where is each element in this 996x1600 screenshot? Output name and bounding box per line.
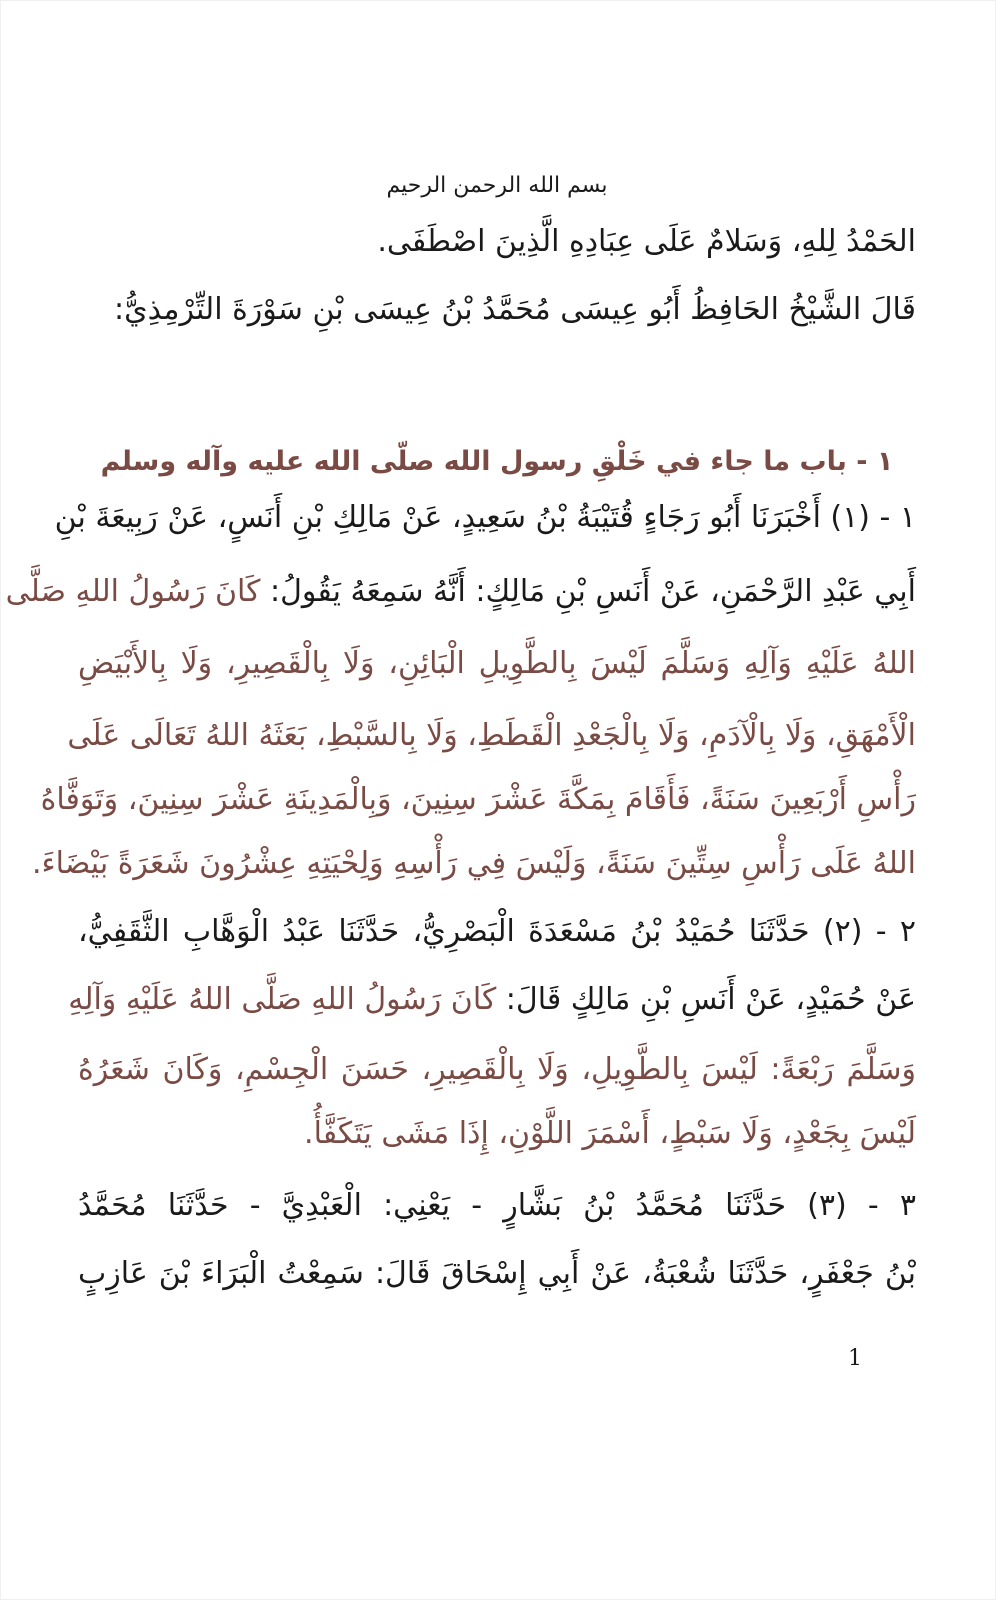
hadith-3-line-2: بْنُ جَعْفَرٍ، حَدَّثَنَا شُعْبَةُ، عَنْ أَبِي إِسْحَاقَ قَالَ: سَمِعْتُ الْبَرَاءَ بْنَ عَازِبٍ	[78, 1256, 916, 1291]
hadith-1-matn-start: كَانَ رَسُولُ اللهِ صَلَّى	[5, 574, 261, 609]
hadith-1-line-5: رَأْسِ أَرْبَعِينَ سَنَةً، فَأَقَامَ بِمَكَّةَ عَشْرَ سِنِينَ، وَبِالْمَدِينَةِ عَشْرَ سِنِينَ، وَتَوَفَّاهُ	[40, 782, 916, 817]
hadith-1-line-6: اللهُ عَلَى رَأْسِ سِتِّينَ سَنَةً، وَلَيْسَ فِي رَأْسِهِ وَلِحْيَتِهِ عِشْرُونَ شَعَرَةً بَيْضَاءَ.	[31, 846, 916, 881]
hadith-1-chain: أَبِي عَبْدِ الرَّحْمَنِ، عَنْ أَنَسِ بْنِ مَالِكٍ: أَنَّهُ سَمِعَهُ يَقُولُ:	[260, 574, 916, 609]
basmala: بسم الله الرحمن الرحيم	[386, 173, 608, 198]
chapter-heading: ١ - باب ما جاء في خَلْقِ رسول الله صلّى الله عليه وآله وسلم	[100, 446, 894, 477]
hadith-1-line-2	[5, 568, 916, 616]
hadith-2-matn-start: كَانَ رَسُولُ اللهِ صَلَّى اللهُ عَلَيْهِ وَآلِهِ	[68, 982, 497, 1017]
page-number: 1	[848, 1346, 862, 1371]
hadith-2-line-1: ٢ - (٢) حَدَّثَنَا حُمَيْدُ بْنُ مَسْعَدَةَ الْبَصْرِيُّ، حَدَّثَنَا عَبْدُ الْوَهَّابِ الثَّقَفِيُّ،	[78, 914, 916, 949]
hadith-3-line-1: ٣ - (٣) حَدَّثَنَا مُحَمَّدُ بْنُ بَشَّارٍ - يَعْنِي: الْعَبْدِيَّ - حَدَّثَنَا مُحَمَّدُ	[78, 1188, 916, 1223]
praise-line: الحَمْدُ لِلهِ، وَسَلامٌ عَلَى عِبَادِهِ الَّذِينَ اصْطَفَى.	[377, 224, 916, 259]
hadith-1-line-3: اللهُ عَلَيْهِ وَآلِهِ وَسَلَّمَ لَيْسَ بِالطَّوِيلِ الْبَائِنِ، وَلَا بِالْقَصِيرِ، وَلَا بِالأَبْيَضِ	[78, 646, 916, 681]
hadith-2-line-4: لَيْسَ بِجَعْدٍ، وَلَا سَبْطٍ، أَسْمَرَ اللَّوْنِ، إِذَا مَشَى يَتَكَفَّأُ.	[304, 1116, 916, 1151]
hadith-2-chain: عَنْ حُمَيْدٍ، عَنْ أَنَسِ بْنِ مَالِكٍ قَالَ:	[496, 982, 916, 1017]
hadith-2-line-2	[68, 976, 916, 1024]
hadith-1-line-1: ١ - (١) أَخْبَرَنَا أَبُو رَجَاءٍ قُتَيْبَةُ بْنُ سَعِيدٍ، عَنْ مَالِكِ بْنِ أَنَسٍ، عَنْ رَبِيعَةَ بْنِ	[54, 500, 916, 535]
hadith-1-line-4: الْأَمْهَقِ، وَلَا بِالْآدَمِ، وَلَا بِالْجَعْدِ الْقَطَطِ، وَلَا بِالسَّبْطِ، بَعَثَهُ اللهُ تَعَالَى عَلَى	[67, 718, 916, 753]
author-intro: قَالَ الشَّيْخُ الحَافِظُ أَبُو عِيسَى مُحَمَّدُ بْنُ عِيسَى بْنِ سَوْرَةَ التِّرْمِذِيُّ:	[114, 292, 916, 327]
hadith-2-line-3: وَسَلَّمَ رَبْعَةً: لَيْسَ بِالطَّوِيلِ، وَلَا بِالْقَصِيرِ، حَسَنَ الْجِسْمِ، وَكَانَ شَعَرُهُ	[78, 1052, 916, 1087]
